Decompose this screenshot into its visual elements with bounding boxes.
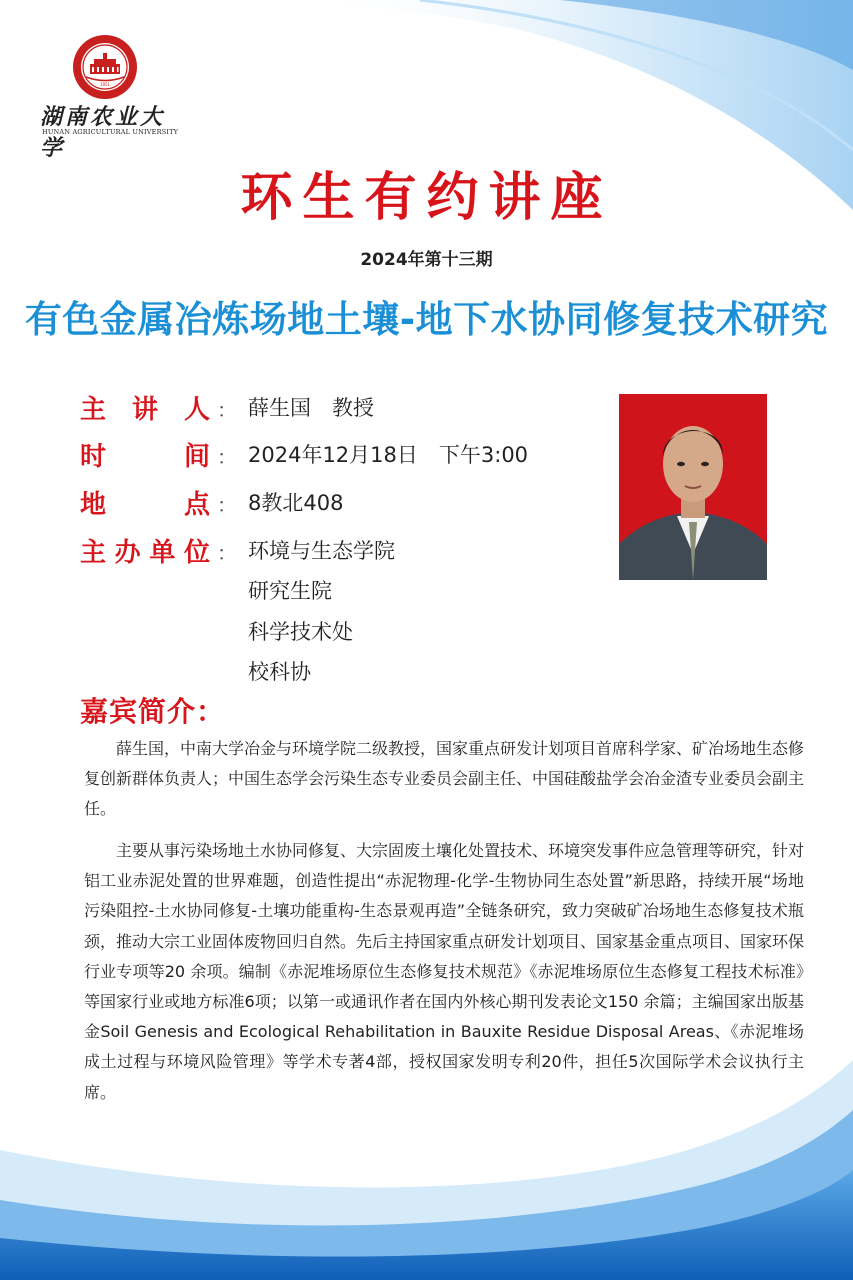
organizer-item: 校科协 xyxy=(248,660,311,684)
university-name-en: HUNAN AGRICULTURAL UNIVERSITY xyxy=(42,128,179,136)
bio-title: 嘉宾简介： xyxy=(80,695,226,728)
university-seal-icon xyxy=(72,34,138,100)
organizer-item: 科学技术处 xyxy=(248,620,353,644)
issue-number: 2024年第十三期 xyxy=(360,250,493,270)
time-label: 时间 xyxy=(80,442,210,472)
series-title: 环生有约讲座 xyxy=(240,167,613,228)
place-colon: ： xyxy=(217,493,237,517)
svg-text:1951: 1951 xyxy=(99,82,111,87)
time-colon: ： xyxy=(217,445,237,469)
organizer-label: 主办单位 xyxy=(80,538,210,568)
lecture-topic: 有色金属冶炼场地土壤-地下水协同修复技术研究 xyxy=(24,298,829,341)
place-value: 8教北408 xyxy=(248,491,344,515)
speaker-photo xyxy=(619,394,767,580)
time-value: 2024年12月18日 下午3:00 xyxy=(248,443,529,467)
organizer-item: 环境与生态学院 xyxy=(248,539,395,563)
bio-paragraph: 主要从事污染场地土水协同修复、大宗固废土壤化处置技术、环境突发事件应急管理等研究，针对铝工业赤泥处置的世界难题，创造性提出“赤泥物理-化学-生物协同生态处置”新思路，持续开展“场地污染阻控-土水协同修复-土壤功能重构-生态景观再造”全链条研究，致力突破矿冶场地生态修复技术瓶颈，推动大宗工业固体废物回归自然。先后主持国家重点研发计划项目、国家基金重点项目、国家环保行业专项等20 余项。编制《赤泥堆场原位生态修复技术规范》《赤泥堆场原位生态修复工程技术标准》等国家行业或地方标准6项；以第一或通讯作者在国内外核心期刊发表论文150 余篇；主编国家出版基金Soil Genesis and Ecological Rehabilitation in Bauxite Residue Disposal Areas、《赤泥堆场成土过程与环境风险管理》等学术专著4部，授权国家发明专利20件，担任5次国际学术会议执行主席。 xyxy=(84,841,805,1102)
organizer-item: 研究生院 xyxy=(248,579,332,603)
place-label: 地点 xyxy=(80,490,210,520)
speaker-value: 薛生国 教授 xyxy=(248,396,374,420)
speaker-colon: ： xyxy=(217,398,237,422)
university-name-cn: 湖南农业大学 xyxy=(40,104,166,161)
speaker-label: 主讲人 xyxy=(80,395,210,425)
organizer-colon: ： xyxy=(217,541,237,565)
bio-paragraph: 薛生国，中南大学冶金与环境学院二级教授，国家重点研发计划项目首席科学家、矿冶场地生态修复创新群体负责人；中国生态学会污染生态专业委员会副主任、中国硅酸盐学会冶金渣专业委员会副主任。 xyxy=(84,739,805,819)
